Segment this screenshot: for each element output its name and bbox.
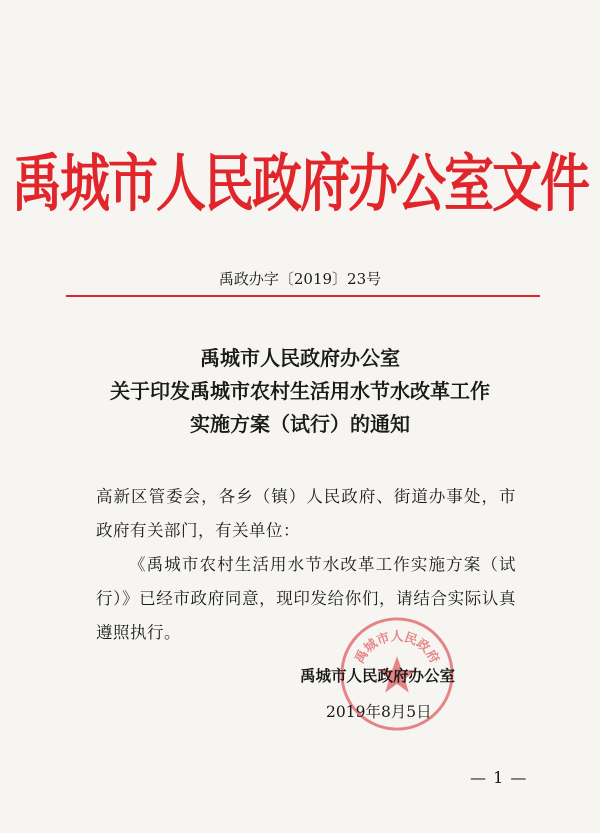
recipients-paragraph: 高新区管委会，各乡（镇）人民政府、街道办事处，市政府有关部门，有关单位： [96,487,516,540]
page-number: — 1 — [470,768,528,787]
signature-organization: 禹城市人民政府办公室 [300,666,456,685]
notice-title [0,342,600,441]
notice-title-line-3: 实施方案（试行）的通知 [190,412,410,436]
document-number: 禹政办字〔2019〕23号 [218,270,382,288]
content-paragraph: 《禹城市农村生活用水节水改革工作实施方案（试行）》已经市政府同意，现印发给你们，请结合实际认真遵照执行。 [96,555,516,642]
notice-title-line-2: 关于印发禹城市农村生活用水节水改革工作 [110,379,490,403]
document-header-title: 禹城市人民政府办公室文件 [12,146,588,220]
signature-date: 2019年8月5日 [326,703,432,721]
red-divider-rule [66,295,540,297]
notice-title-line-1: 禹城市人民政府办公室 [200,346,400,370]
seal-text: 禹城市人民政府 [352,629,442,667]
